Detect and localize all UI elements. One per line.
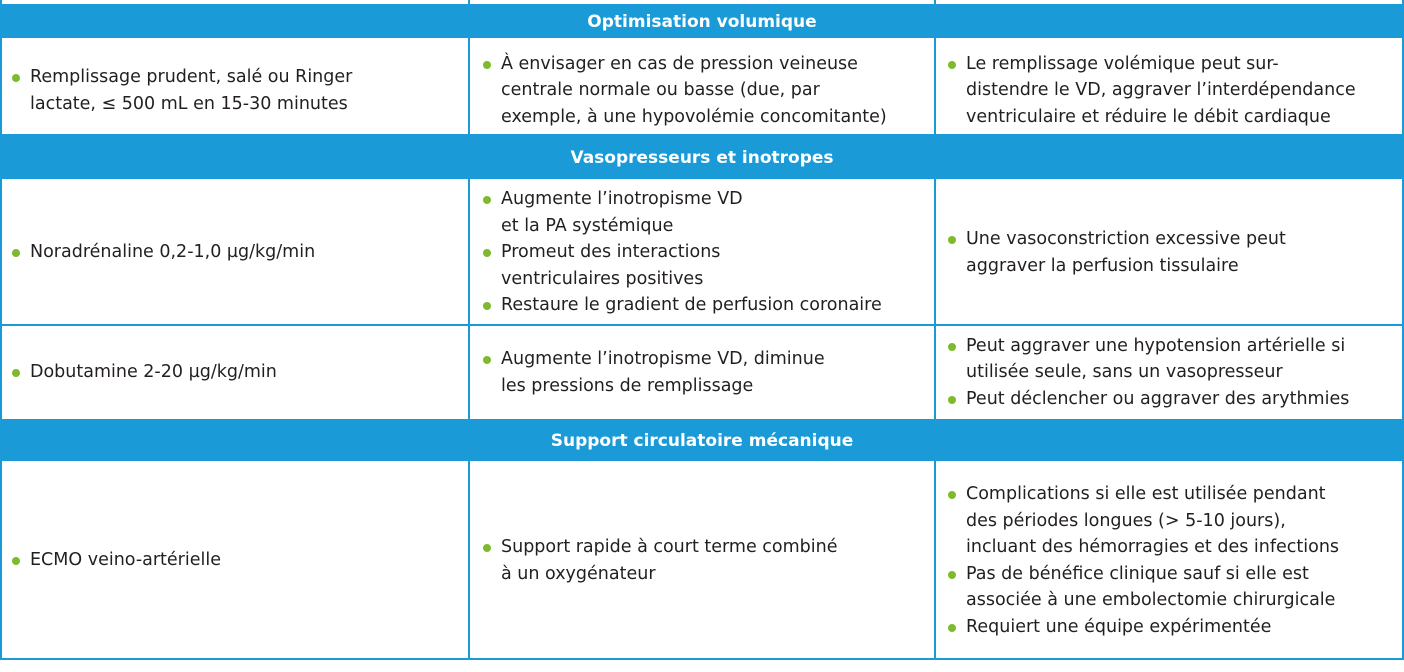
bullet-item <box>948 226 1404 279</box>
section-title: Optimisation volumique <box>587 12 817 32</box>
section-title: Vasopresseurs et inotropes <box>570 147 834 168</box>
bullet-text: Dobutamine 2-20 µg/kg/min <box>30 362 277 383</box>
rationale-cell <box>467 47 936 134</box>
rationale-cell <box>467 326 936 419</box>
bullet-item <box>483 292 936 319</box>
table-top-border <box>0 4 1404 6</box>
caveat-cell <box>936 181 1404 324</box>
bullet-item <box>12 547 467 574</box>
bullet-text: Support rapide à court terme combiné à un oxygénateur <box>501 537 838 584</box>
bullet-item <box>483 534 936 587</box>
treatment-cell <box>0 463 467 658</box>
bullet-item <box>483 186 936 239</box>
bullet-item <box>948 481 1404 561</box>
section-header <box>0 136 1404 179</box>
table-row <box>0 47 1404 134</box>
rationale-cell <box>467 463 936 658</box>
table-row <box>0 326 1404 419</box>
bullet-item <box>12 64 467 117</box>
bullet-text: Peut déclencher ou aggraver des arythmies <box>966 388 1350 409</box>
bullet-text: ECMO veino-artérielle <box>30 550 221 571</box>
bullet-item <box>948 561 1404 614</box>
bullet-text: Restaure le gradient de perfusion coronaire <box>501 295 882 316</box>
caveat-cell <box>936 326 1404 419</box>
bullet-text: Promeut des interactions ventriculaires positives <box>501 242 721 289</box>
rationale-cell <box>467 181 936 324</box>
bullet-text: Une vasoconstriction excessive peut aggraver la perfusion tissulaire <box>966 229 1286 276</box>
table-row <box>0 463 1404 658</box>
bullet-item <box>12 359 467 386</box>
bullet-text: À envisager en cas de pression veineuse centrale normale ou basse (due, par exemple, à une hypovolémie concomitante) <box>501 53 887 127</box>
bullet-text: Le remplissage volémique peut sur- distendre le VD, aggraver l’interdépendance ventriculaire et réduire le débit cardiaque <box>966 53 1356 127</box>
row-divider <box>0 658 1404 660</box>
bullet-text: Pas de bénéfice clinique sauf si elle est associée à une embolectomie chirurgicale <box>966 563 1336 610</box>
bullet-item <box>483 51 936 131</box>
bullet-item <box>948 386 1404 413</box>
bullet-item <box>483 346 936 399</box>
treatment-cell <box>0 47 467 134</box>
bullet-item <box>948 333 1404 386</box>
treatment-cell <box>0 181 467 324</box>
bullet-item <box>948 51 1404 131</box>
section-header <box>0 6 1404 38</box>
caveat-cell <box>936 463 1404 658</box>
bullet-text: Peut aggraver une hypotension artérielle si utilisée seule, sans un vasopresseur <box>966 335 1346 383</box>
bullet-text: Augmente l’inotropisme VD et la PA systémique <box>501 189 743 236</box>
section-header <box>0 421 1404 461</box>
bullet-text: Augmente l’inotropisme VD, diminue les pressions de remplissage <box>501 349 825 396</box>
section-title: Support circulatoire mécanique <box>550 431 854 451</box>
bullet-text: Remplissage prudent, salé ou Ringer lactate, ≤ 500 mL en 15-30 minutes <box>30 67 353 114</box>
bullet-text: Complications si elle est utilisée pendant des périodes longues (> 5-10 jours), incluant des hémorragies et des infections <box>966 484 1340 557</box>
table-side-border <box>0 0 2 660</box>
bullet-item <box>948 614 1404 641</box>
caveat-cell <box>936 47 1404 134</box>
bullet-text: Requiert une équipe expérimentée <box>966 616 1272 637</box>
bullet-item <box>483 239 936 292</box>
table-row <box>0 181 1404 324</box>
bullet-text: Noradrénaline 0,2-1,0 µg/kg/min <box>30 242 316 263</box>
treatment-cell <box>0 326 467 419</box>
bullet-item <box>12 239 467 266</box>
